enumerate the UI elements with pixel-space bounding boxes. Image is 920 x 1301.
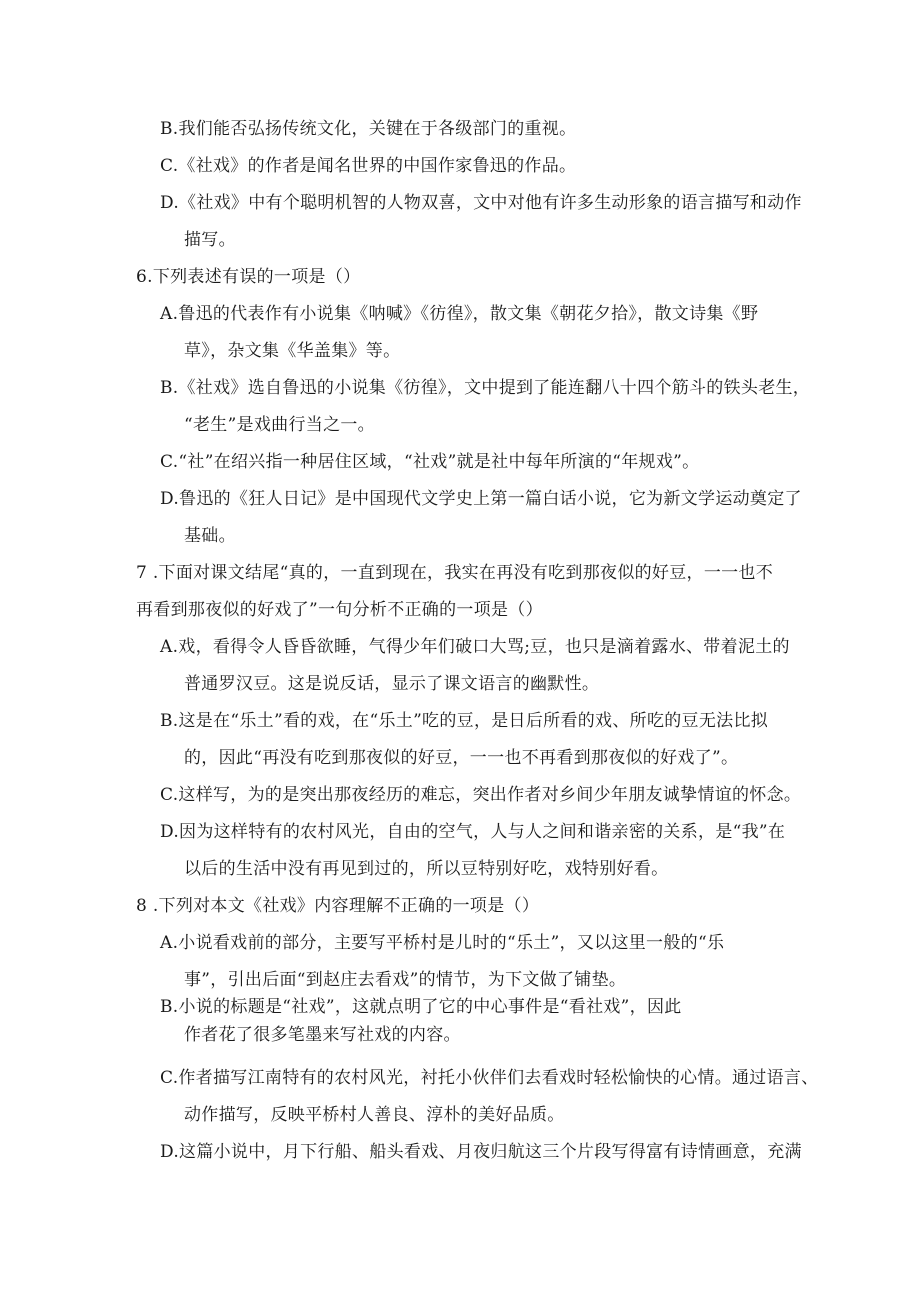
option-8c-continued: 动作描写，反映平桥村人善良、淳朴的美好品质。: [184, 1105, 565, 1125]
option-8a-continued: 事”，引出后面“到赵庄去看戏”的情节，为下文做了铺垫。: [184, 970, 627, 990]
option-5d: D.《社戏》中有个聪明机智的人物双喜，文中对他有许多生动形象的语言描写和动作: [160, 193, 802, 213]
question-7-continued: 再看到那夜似的好戏了”一句分析不正确的一项是（）: [136, 600, 543, 620]
option-5b: B.我们能否弘扬传统文化，关键在于各级部门的重视。: [160, 119, 577, 139]
option-6a: A.鲁迅的代表作有小说集《呐喊》《彷徨》，散文集《朝花夕拾》，散文诗集《野: [160, 304, 759, 324]
option-8a: A.小说看戏前的部分，主要写平桥村是儿时的“乐土”，又以这里一般的“乐: [160, 933, 725, 953]
option-7c: C.这样写，为的是突出那夜经历的难忘，突出作者对乡间少年朋友诚挚情谊的怀念。: [160, 785, 802, 805]
option-8b-continued: 作者花了很多笔墨来写社戏的内容。: [184, 1025, 461, 1045]
option-8b: B.小说的标题是“社戏”，这就点明了它的中心事件是“看社戏”，因此: [160, 997, 682, 1017]
option-8d: D.这篇小说中，月下行船、船头看戏、月夜归航这三个片段写得富有诗情画意，充满: [160, 1142, 802, 1162]
option-6c: C.“社”在绍兴指一种居住区域，“社戏”就是社中每年所演的“年规戏”。: [160, 452, 700, 472]
option-7d: D.因为这样特有的农村风光，自由的空气，人与人之间和谐亲密的关系，是“我”在: [160, 822, 786, 842]
option-7a: A.戏，看得令人昏昏欲睡，气得少年们破口大骂;豆，也只是滴着露水、带着泥土的: [160, 637, 790, 657]
option-6b-continued: “老生”是戏曲行当之一。: [184, 415, 375, 435]
option-6a-continued: 草》，杂文集《华盖集》等。: [184, 341, 401, 361]
option-7a-continued: 普通罗汉豆。这是说反话，显示了课文语言的幽默性。: [184, 674, 600, 694]
option-7b-continued: 的，因此“再没有吃到那夜似的好豆，一一也不再看到那夜似的好戏了”。: [184, 748, 739, 768]
question-6: 6.下列表述有误的一项是（）: [136, 267, 361, 287]
question-7: 7 .下面对课文结尾“真的，一直到现在，我实在再没有吃到那夜似的好豆，一一也不: [136, 563, 774, 583]
option-7d-continued: 以后的生活中没有再见到过的，所以豆特别好吃，戏特别好看。: [184, 859, 669, 879]
question-8: 8 .下列对本文《社戏》内容理解不正确的一项是（）: [136, 896, 540, 916]
option-5d-continued: 描写。: [184, 230, 236, 250]
option-6b: B.《社戏》选自鲁迅的小说集《彷徨》，文中提到了能连翻八十四个筋斗的铁头老生，: [160, 378, 811, 398]
option-5c: C.《社戏》的作者是闻名世界的中国作家鲁迅的作品。: [160, 156, 577, 176]
option-8c: C.作者描写江南特有的农村风光，衬托小伙伴们去看戏时轻松愉快的心情。通过语言、: [160, 1068, 819, 1088]
option-6d: D.鲁迅的《狂人日记》是中国现代文学史上第一篇白话小说，它为新文学运动奠定了: [160, 489, 802, 509]
option-7b: B.这是在“乐土”看的戏，在“乐土”吃的豆，是日后所看的戏、所吃的豆无法比拟: [160, 711, 769, 731]
option-6d-continued: 基础。: [184, 526, 236, 546]
